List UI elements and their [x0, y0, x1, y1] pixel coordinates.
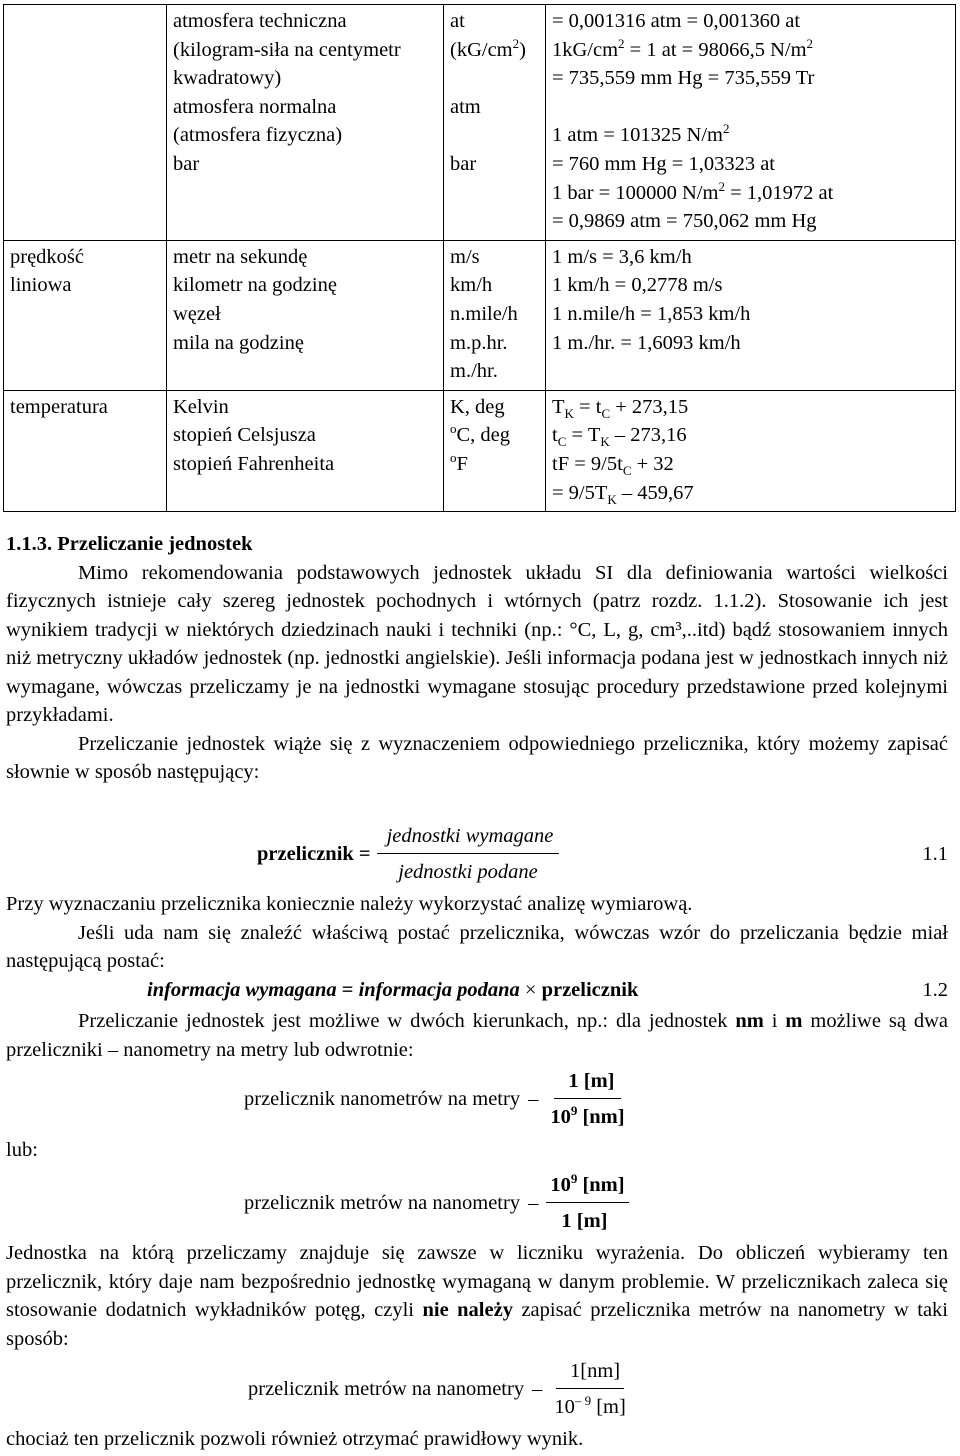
- unit-name: mila na godzinę: [173, 331, 304, 354]
- den-unit: [nm]: [582, 1105, 625, 1128]
- converter-label: przelicznik metrów na nanometry: [248, 1377, 525, 1400]
- converter-negative-exponent: [6, 1356, 948, 1422]
- quantity-cell: [4, 240, 167, 390]
- unit-symbol: $^o$F: [450, 450, 468, 475]
- unit-symbol: n.mile/h: [450, 302, 518, 325]
- section-body-2: [6, 890, 948, 976]
- den-base: 10: [554, 1395, 575, 1418]
- unit-name: węzeł: [173, 302, 221, 325]
- numerator: 1 [m]: [554, 1067, 620, 1099]
- section-body-3: [6, 1007, 948, 1064]
- unit-symbol: bar: [450, 152, 477, 175]
- paragraph: [6, 1239, 948, 1353]
- equation-number: 1.2: [922, 979, 948, 1001]
- conversions-cell: [546, 390, 956, 511]
- converter-nm-to-m: [244, 1066, 629, 1132]
- text-run: zapisać przelicznika metrów na nanometry w taki sposób:: [6, 1299, 948, 1350]
- unit-symbol: m./hr.: [450, 360, 498, 383]
- conversion-line: = $9/5T_K - 459,67$: [552, 481, 694, 507]
- den-base: 10: [550, 1105, 571, 1128]
- eq-term: informacja wymagana: [147, 979, 337, 1001]
- lub-label: lub:: [6, 1139, 38, 1161]
- paragraph: chociaż ten przelicznik pozwoli również otrzymać prawidłowy wynik.: [6, 1428, 584, 1450]
- units-table: [3, 4, 956, 512]
- equation-number: 1.1: [922, 843, 948, 865]
- conversion-line: = 735,559 mm Hg = 735,559 Tr: [552, 67, 815, 90]
- dash: –: [528, 1191, 539, 1214]
- conversion-line: $t_C = T_K - 273,16$: [552, 424, 687, 450]
- fraction: [546, 1171, 628, 1235]
- quantity-name: liniowa: [10, 274, 72, 297]
- table-row: [4, 390, 956, 511]
- converter-label: przelicznik nanometrów na metry: [244, 1087, 521, 1110]
- conversion-line: 1 atm = 101325 $N/m^2$: [552, 121, 730, 147]
- unit-name: metr na sekundę: [173, 245, 308, 268]
- conversion-line: [552, 93, 949, 122]
- quantity-name: temperatura: [10, 395, 108, 418]
- unit-symbol: m/s: [450, 245, 480, 268]
- unit-symbol: m.p.hr.: [450, 331, 508, 354]
- unit-name: kwadratowy): [173, 67, 282, 90]
- text-run: możliwe są dwa przeliczniki – nanometry na metry lub odwrotnie:: [6, 1010, 948, 1061]
- unit-symbol: [450, 121, 539, 150]
- conversion-line: 1 m./hr. = 1,6093 km/h: [552, 331, 741, 354]
- text-bold: m: [785, 1010, 803, 1032]
- section-body: [6, 530, 948, 787]
- symbols-cell: [444, 390, 546, 511]
- names-cell: [167, 5, 444, 241]
- section-body-5: [6, 1425, 948, 1454]
- unit-name: stopień Fahrenheita: [173, 452, 335, 475]
- names-cell: [167, 240, 444, 390]
- denominator: jednostki podane: [398, 860, 538, 883]
- unit-symbol: atm: [450, 95, 481, 118]
- numerator: 1[nm]: [556, 1357, 624, 1389]
- table-row: [4, 240, 956, 390]
- numerator: [546, 1171, 628, 1203]
- unit-symbol: [450, 64, 539, 93]
- equation-lhs: przelicznik =: [257, 842, 371, 865]
- equation-1-1: [6, 822, 948, 886]
- names-cell: [167, 390, 444, 511]
- conversion-line: 1 bar = 100000 $N/m^2 = 1,01972$ at: [552, 178, 834, 204]
- numerator: jednostki wymagane: [377, 822, 560, 854]
- den-unit: [m]: [596, 1395, 626, 1418]
- conversion-line: $T_K = t_C + 273,15$: [552, 395, 689, 421]
- text-run: Jednostka na którą przeliczamy znajduje się zawsze w liczniku wyrażenia. Do obliczeń wybieramy ten przelicznik, który daje nam bezpośrednio jednostkę wymaganą w danym problemie. W przelicznikach zaleca się stosowanie dodatnich wykładników potęg, czyli: [6, 1242, 948, 1321]
- num-unit: [nm]: [582, 1174, 625, 1196]
- fraction: [377, 822, 560, 886]
- paragraph: Jeśli uda nam się znaleźć właściwą postać przelicznika, wówczas wzór do przeliczania będzie miał następującą postać:: [6, 921, 948, 972]
- text-bold: nie należy: [422, 1299, 513, 1321]
- quantity-cell: [4, 390, 167, 511]
- times-sign: ×: [524, 979, 537, 1001]
- fraction: [550, 1357, 629, 1421]
- unit-symbol: at: [450, 10, 465, 32]
- quantity-cell: [4, 5, 167, 241]
- converter-row: [248, 1356, 630, 1422]
- conversion-line: 1 n.mile/h = 1,853 km/h: [552, 302, 751, 325]
- unit-name: Kelvin: [173, 395, 229, 418]
- unit-name: bar: [173, 152, 200, 175]
- table-row: [4, 5, 956, 241]
- denominator: 1 [m]: [561, 1209, 608, 1232]
- unit-symbol: $(kG/cm^2)$: [450, 35, 526, 61]
- conversions-cell: [546, 240, 956, 390]
- den-exp: 9: [570, 1102, 578, 1118]
- conversion-line: 1 m/s = 3,6 km/h: [552, 245, 692, 268]
- eq-sign: =: [341, 979, 354, 1001]
- conversion-line: 1 km/h = 0,2778 m/s: [552, 274, 723, 297]
- denominator: [550, 1389, 629, 1422]
- num-exp: 9: [570, 1171, 578, 1187]
- text-run: Przeliczanie jednostek jest możliwe w dwóch kierunkach, np.: dla jednostek: [78, 1010, 728, 1032]
- dash: –: [528, 1087, 539, 1110]
- converter-m-to-nm: [244, 1170, 629, 1236]
- unit-name: stopień Celsjusza: [173, 424, 316, 447]
- equation-content: [147, 976, 638, 1005]
- dash: –: [532, 1377, 543, 1400]
- paragraph: Przy wyznaczaniu przelicznika koniecznie należy wykorzystać analizę wymiarową.: [6, 893, 693, 915]
- paragraph: [6, 1007, 948, 1064]
- paragraph: Przeliczanie jednostek wiąże się z wyznaczeniem odpowiedniego przelicznika, który możemy zapisać słownie w sposób następujący:: [6, 732, 948, 783]
- symbols-cell: [444, 240, 546, 390]
- unit-name: (atmosfera fizyczna): [173, 124, 343, 147]
- eq-term: przelicznik: [541, 979, 639, 1001]
- unit-name: (kilogram-siła na centymetr: [173, 38, 401, 61]
- conversion-line: tF = $9/5t_C + 32$: [552, 452, 674, 478]
- paragraph: Mimo rekomendowania podstawowych jednostek układu SI dla definiowania wartości wielkości fizycznych istnieje cały szereg jednostek pochodnych i wtórnych (patrz rozdz. 1.1.2). Stosowanie ich jest wynikiem tradycji w niektórych dziedzinach nauki i techniki (np.: °C, L, g, cm³,..itd) bądź stosowaniem innych niż metryczny układów jednostek (np. jednostki angielskie). Jeśli informacja podana jest w jednostkach innych niż wymagane, wówczas przeliczamy je na jednostki wymagane stosując procedury przedstawione przed kolejnymi przykładami.: [6, 561, 948, 726]
- conversion-line: $1kG/cm^2 = 1$ at = 98066,5 $N/m^2$: [552, 35, 814, 61]
- conversion-line: = 0,001316 atm = 0,001360 at: [552, 10, 801, 32]
- conversion-line: = 760 mm Hg = 1,03323 at: [552, 152, 775, 175]
- unit-symbol: km/h: [450, 274, 493, 297]
- conversion-line: = 0,9869 atm = 750,062 mm Hg: [552, 210, 817, 233]
- quantity-name: prędkość: [10, 245, 85, 268]
- text-run: i: [771, 1010, 778, 1032]
- num-base: 10: [550, 1174, 571, 1196]
- section-heading: 1.1.3. Przeliczanie jednostek: [6, 533, 253, 555]
- unit-symbol: $^o$C, deg: [450, 421, 511, 447]
- unit-symbol: K, deg: [450, 395, 505, 418]
- section-body-4: [6, 1239, 948, 1353]
- unit-name: kilometr na godzinę: [173, 274, 337, 297]
- equation-1-2: [6, 976, 948, 1006]
- unit-name: atmosfera normalna: [173, 95, 337, 118]
- unit-name: atmosfera techniczna: [173, 10, 347, 32]
- eq-term: informacja podana: [358, 979, 520, 1001]
- denominator: [546, 1099, 628, 1132]
- den-exp: – 9: [574, 1392, 592, 1408]
- text-bold: nm: [735, 1010, 764, 1032]
- symbols-cell: [444, 5, 546, 241]
- converter-label: przelicznik metrów na nanometry: [244, 1191, 521, 1214]
- conversions-cell: [546, 5, 956, 241]
- converters-block: [6, 1066, 948, 1236]
- fraction: [546, 1067, 628, 1131]
